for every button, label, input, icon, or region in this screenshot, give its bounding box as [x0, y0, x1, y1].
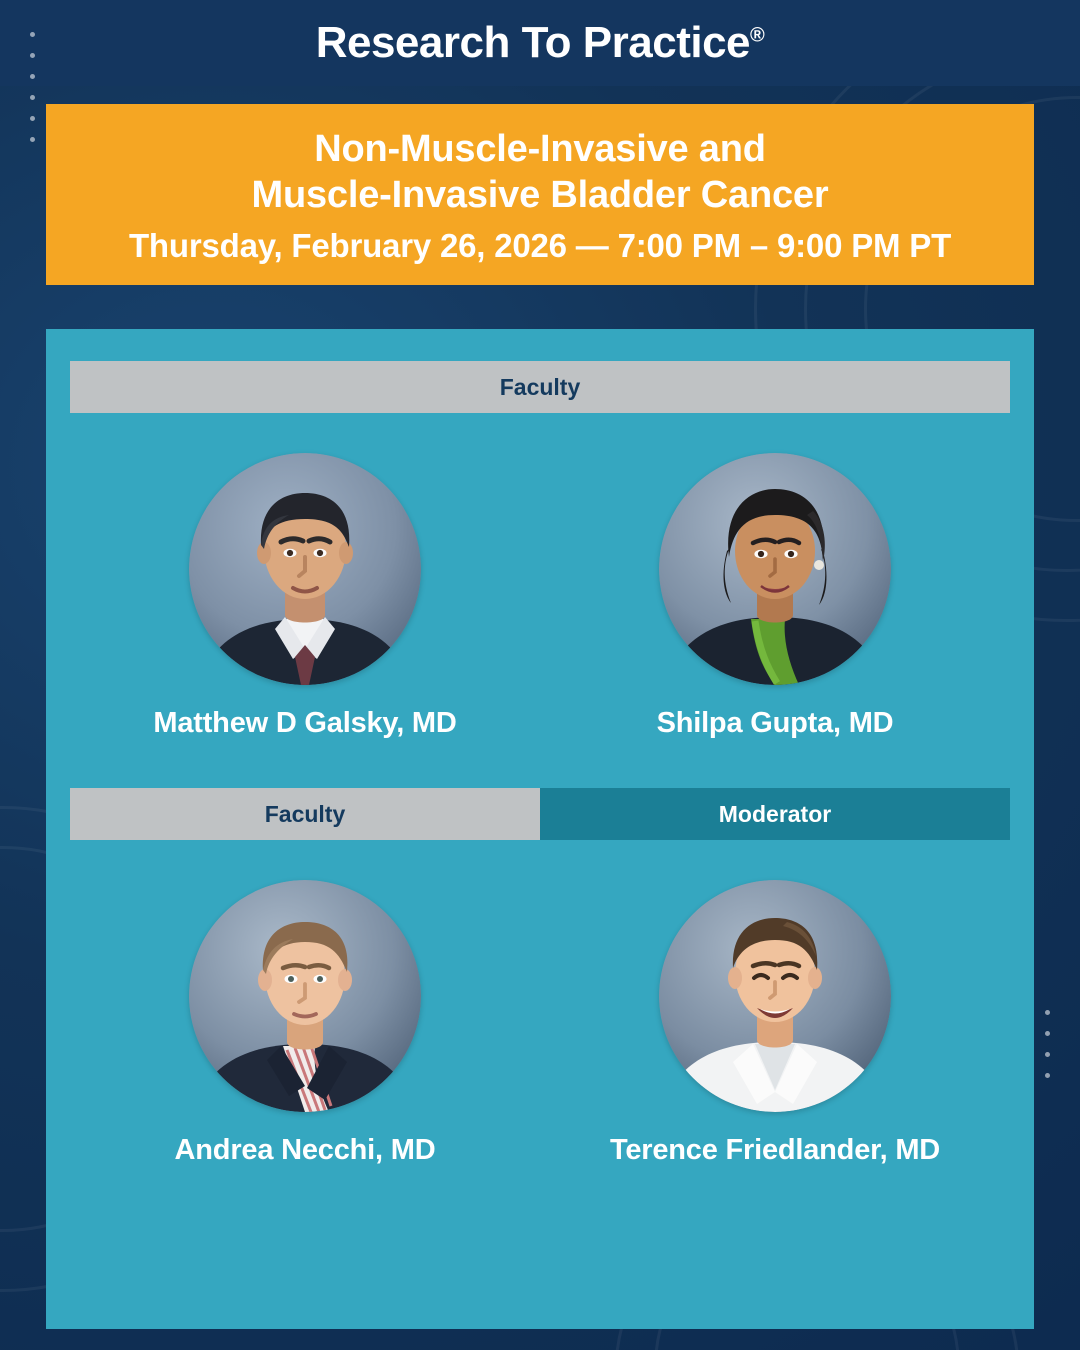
portrait-female-green-scarf-icon [659, 453, 891, 685]
portrait-male-dark-suit-icon [189, 453, 421, 685]
brand-name: Research To Practice [315, 18, 751, 67]
faculty-name: Andrea Necchi, MD [174, 1134, 436, 1166]
title-card [46, 104, 1034, 285]
brand-logo [316, 18, 765, 68]
moderator-name: Terence Friedlander, MD [609, 1134, 941, 1166]
row2-people [70, 840, 1010, 1167]
page-title-line-2: Muscle-Invasive Bladder Cancer [251, 174, 829, 217]
faculty-name: Shilpa Gupta, MD [656, 707, 894, 739]
registered-trademark-icon: ® [750, 24, 765, 47]
moderator-card-friedlander[interactable] [540, 840, 1010, 1167]
portrait-male-smiling-white-coat-icon [659, 880, 891, 1112]
row1-label-row [70, 361, 1010, 413]
row1-people [70, 413, 1010, 740]
faculty-panel [46, 329, 1034, 1329]
page-title-line-1: Non-Muscle-Invasive and [314, 128, 766, 170]
faculty-card-galsky[interactable] [70, 413, 540, 740]
row2-label-row [70, 788, 1010, 840]
row-spacer [70, 740, 1010, 788]
avatar [659, 453, 891, 685]
avatar [189, 453, 421, 685]
header-bar [0, 0, 1080, 86]
faculty-card-necchi[interactable] [70, 840, 540, 1167]
label-moderator: Moderator [540, 788, 1010, 840]
avatar [659, 880, 891, 1112]
decorative-dots-right [1045, 1010, 1050, 1078]
label-faculty-row2: Faculty [70, 788, 540, 840]
label-faculty-row1: Faculty [70, 361, 1010, 413]
event-datetime: Thursday, February 26, 2026 — 7:00 PM – 9:00 PM PT [128, 226, 952, 264]
portrait-male-striped-shirt-icon [189, 880, 421, 1112]
faculty-card-gupta[interactable] [540, 413, 1010, 740]
avatar [189, 880, 421, 1112]
decorative-dots-left [30, 32, 35, 142]
faculty-name: Matthew D Galsky, MD [153, 707, 457, 739]
